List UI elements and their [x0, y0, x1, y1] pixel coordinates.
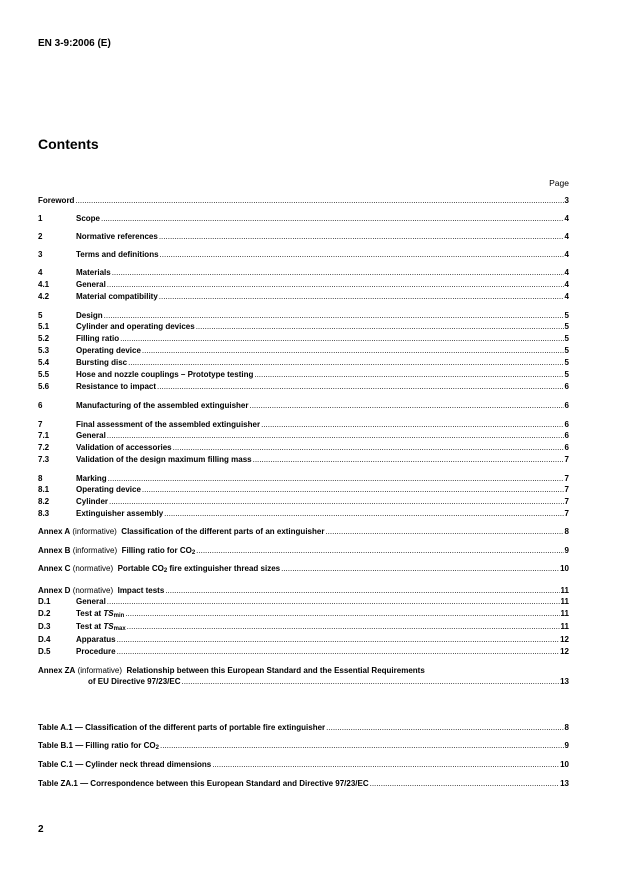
toc-table-c1[interactable]: Table C.1 — Cylinder neck thread dimensions ..... 10 [38, 760, 569, 770]
toc-entry-8[interactable]: 8 Marking ..... 7 [38, 474, 569, 484]
toc-table-za1[interactable]: Table ZA.1 — Correspondence between this European Standard and Directive 97/23/EC ..... 13 [38, 779, 569, 789]
toc-entry-d-1[interactable]: D.1 General ..... 11 [38, 597, 569, 607]
toc-annex-b[interactable]: Annex B (informative) Filling ratio for CO2 ..... 9 [38, 546, 569, 556]
page-number: 2 [38, 824, 44, 835]
toc-entry-5-6[interactable]: 5.6 Resistance to impact ..... 6 [38, 382, 569, 392]
toc-entry-8-2[interactable]: 8.2 Cylinder ..... 7 [38, 497, 569, 507]
toc-entry-4-1[interactable]: 4.1 General ..... 4 [38, 280, 569, 290]
toc-annex-za-line2[interactable]: of EU Directive 97/23/EC ..... 13 [88, 677, 569, 687]
toc-entry-3[interactable]: 3 Terms and definitions ..... 4 [38, 250, 569, 260]
page-title: Contents [38, 136, 99, 152]
toc-annex-d[interactable]: Annex D (normative) Impact tests ..... 11 [38, 586, 569, 596]
toc-entry-d-2[interactable]: D.2 Test at TSmin ..... 11 [38, 609, 569, 619]
toc-entry-4[interactable]: 4 Materials ..... 4 [38, 268, 569, 278]
toc-entry-5-5[interactable]: 5.5 Hose and nozzle couplings – Prototype testing ..... 5 [38, 370, 569, 380]
toc-entry-d-4[interactable]: D.4 Apparatus ..... 12 [38, 635, 569, 645]
document-id: EN 3-9:2006 (E) [38, 38, 111, 49]
toc-annex-a[interactable]: Annex A (informative) Classification of the different parts of an extinguisher ..... 8 [38, 527, 569, 537]
annex-b-title: Filling ratio for CO2 [121, 546, 196, 556]
toc-entry-8-1[interactable]: 8.1 Operating device ..... 7 [38, 485, 569, 495]
toc-entry-5-1[interactable]: 5.1 Cylinder and operating devices ..... 5 [38, 322, 569, 332]
toc-table-b1[interactable]: Table B.1 — Filling ratio for CO2 ..... 9 [38, 741, 569, 751]
toc-entry-foreword[interactable]: Foreword ..... 3 [38, 196, 569, 206]
toc-entry-5[interactable]: 5 Design ..... 5 [38, 311, 569, 321]
toc-entry-4-2[interactable]: 4.2 Material compatibility ..... 4 [38, 292, 569, 302]
toc-entry-7-2[interactable]: 7.2 Validation of accessories ..... 6 [38, 443, 569, 453]
toc-entry-7[interactable]: 7 Final assessment of the assembled extinguisher ..... 6 [38, 420, 569, 430]
toc-entry-8-3[interactable]: 8.3 Extinguisher assembly ..... 7 [38, 509, 569, 519]
toc-annex-za[interactable]: Annex ZA (informative) Relationship between this European Standard and the Essential Requirements [38, 666, 425, 675]
toc-table-a1[interactable]: Table A.1 — Classification of the different parts of portable fire extinguisher ..... 8 [38, 723, 569, 733]
page-column-label: Page [549, 178, 569, 188]
toc-entry-2[interactable]: 2 Normative references ..... 4 [38, 232, 569, 242]
toc-entry-7-3[interactable]: 7.3 Validation of the design maximum filling mass ..... 7 [38, 455, 569, 465]
toc-entry-7-1[interactable]: 7.1 General ..... 6 [38, 431, 569, 441]
annex-c-title: Portable CO2 fire extinguisher thread sizes [117, 564, 281, 574]
toc-entry-5-4[interactable]: 5.4 Bursting disc ..... 5 [38, 358, 569, 368]
toc-entry-5-3[interactable]: 5.3 Operating device ..... 5 [38, 346, 569, 356]
toc-annex-c[interactable]: Annex C (normative) Portable CO2 fire extinguisher thread sizes ..... 10 [38, 564, 569, 574]
toc-entry-6[interactable]: 6 Manufacturing of the assembled extinguisher ..... 6 [38, 401, 569, 411]
toc-entry-d-5[interactable]: D.5 Procedure ..... 12 [38, 647, 569, 657]
toc-entry-d-3[interactable]: D.3 Test at TSmax ..... 11 [38, 622, 569, 632]
toc-entry-1[interactable]: 1 Scope ..... 4 [38, 214, 569, 224]
toc-entry-5-2[interactable]: 5.2 Filling ratio ..... 5 [38, 334, 569, 344]
